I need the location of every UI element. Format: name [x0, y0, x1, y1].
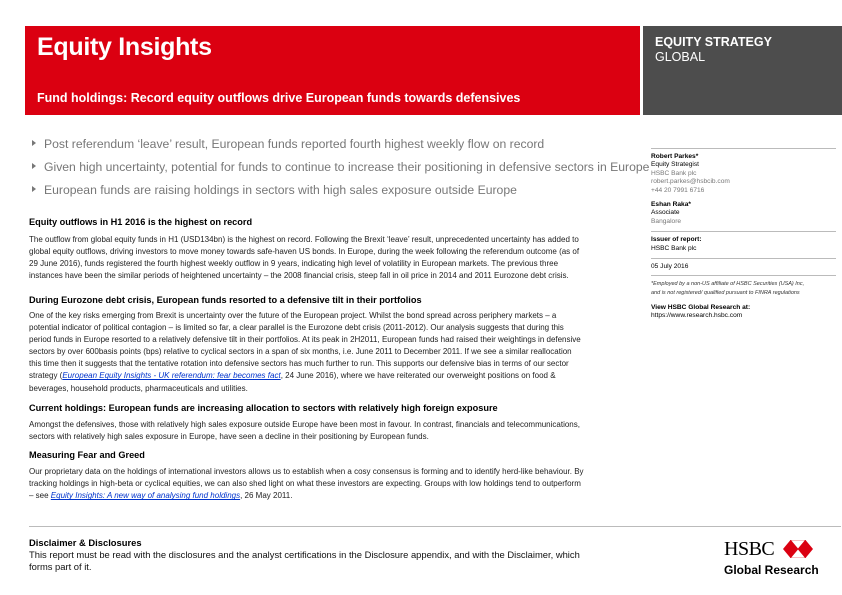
employment-note: *Employed by a non-US affiliate of HSBC Securities (USA) Inc,: [651, 281, 805, 288]
section-text: The outflow from global equity funds in H1 (USD134bn) is the highest on record. Following the Brexit ‘leave’ result, unprecedented uncertainty has added to global equity outflows, driving investors to move money towards safe-haven US bonds. In Europe, during the week following the referendum outcome (as of 29 June 2016), funds registered the fourth highest weekly outflow in 9 years, indicating high level of volatility in European markets. The previous three instances have been the similar periods of heightened uncertainty – the 2008 financial crisis, steep fall in oil price in 2014 and 2011 Eurozone debt crisis.: [29, 235, 580, 281]
section-fear-greed: [29, 449, 584, 502]
analyst-phone: +44 20 7991 6716: [651, 186, 705, 194]
bullet-arrow-icon: [32, 163, 36, 169]
section-heading: Current holdings: European funds are increasing allocation to sectors with relatively high foreign exposure: [29, 403, 498, 413]
disclaimer-heading: Disclaimer & Disclosures: [29, 537, 142, 548]
research-url-link[interactable]: https://www.research.hsbc.com: [651, 312, 743, 320]
hsbc-logo: [724, 538, 834, 578]
section-text: One of the key risks emerging from Brexit is uncertainty over the future of the European project. Whilst the bond spread across periphery markets – a potential indicator of political contagion – is limited so far, a clear parallel is the Eurozone debt crisis (2011-2012). Our analysis suggests that during this period funds in Europe resorted to a relatively defensive tilt in their portfolios. At its peak in 2H2011, European funds had raised their weightings in defensive sectors by over 600basis points (bps) relative to cyclical sectors in a span of six months, i.e. June 2011 to December 2011. If we see a similar reallocation this time then it suggests that the tentative rotation into defensive sectors has much further to run. This supports our defensive bias in terms of our sector strategy (European Equity Insights - UK referendum: fear becomes fact, 24 June 2016), where we have reiterated our overweight positions on food & beverages, household products, pharmaceuticals and utilities.: [29, 311, 581, 393]
section-eurozone: [29, 294, 581, 395]
disclaimer: [29, 537, 669, 573]
bullet-arrow-icon: [32, 140, 36, 146]
analyst-location: Bangalore: [651, 217, 682, 225]
analyst-name: Eshan Raka*: [651, 201, 691, 209]
issuer-label: Issuer of report:: [651, 236, 702, 244]
strategy-box: [643, 26, 842, 115]
bullet-arrow-icon: [32, 186, 36, 192]
strategy-label: EQUITY STRATEGY: [655, 35, 772, 49]
header-banner: [25, 26, 640, 115]
section-text: Our proprietary data on the holdings of international investors allows us to establish when a cosy consensus is forming and to identify herd-like behaviour. By tracking holdings in high-beta or cyclical equities, we can also shed light on what these investors are expecting. Groups with low holdings tend to outperform – see Equity Insights: A new way of analysing fund holdings, 26 May 2011.: [29, 467, 584, 501]
strategy-region: GLOBAL: [655, 50, 706, 64]
view-research-label: View HSBC Global Research at:: [651, 303, 751, 311]
issuer-name: HSBC Bank plc: [651, 244, 697, 252]
section-heading: Equity outflows in H1 2016 is the highest on record: [29, 217, 253, 227]
report-date: 05 July 2016: [651, 263, 689, 271]
employment-note: and is not registered/ qualified pursuant to FINRA regulations: [651, 289, 800, 296]
section-heading: During Eurozone debt crisis, European funds resorted to a defensive tilt in their portfolios: [29, 295, 422, 305]
disclaimer-text: This report must be read with the disclosures and the analyst certifications in the Disclosure appendix, and with the Disclaimer, which forms part of it.: [29, 549, 580, 572]
key-points: [32, 136, 650, 205]
key-point: Post referendum ‘leave’ result, European funds reported fourth highest weekly flow on record: [32, 136, 632, 159]
section-heading: Measuring Fear and Greed: [29, 450, 145, 460]
section-current-holdings: [29, 402, 580, 443]
report-subtitle: Fund holdings: Record equity outflows drive European funds towards defensives: [37, 91, 521, 105]
analyst-email[interactable]: robert.parkes@hsbcib.com: [651, 178, 730, 186]
report-link-uk-referendum[interactable]: European Equity Insights - UK referendum: fear becomes fact: [62, 371, 281, 381]
section-outflows: [29, 216, 579, 282]
report-title: Equity Insights: [37, 33, 212, 61]
hsbc-hexagon-icon: [783, 540, 813, 558]
analyst-title: Associate: [651, 209, 680, 217]
analyst-name: Robert Parkes*: [651, 153, 699, 160]
footer-divider: [29, 526, 841, 527]
hsbc-wordmark: HSBC: [724, 538, 775, 560]
key-point: European funds are raising holdings in sectors with high sales exposure outside Europe: [32, 182, 632, 205]
key-point: Given high uncertainty, potential for funds to continue to increase their positioning in defensive sectors in Europe: [32, 159, 632, 182]
global-research-label: Global Research: [724, 563, 819, 577]
analyst-title: Equity Strategist: [651, 161, 700, 169]
section-text: Amongst the defensives, those with relatively high sales exposure outside Europe have been most in favour. In contrast, financials and telecommunications, sectors with relatively high sales exposure in Europe, have seen a decline in their positioning by European funds.: [29, 420, 580, 442]
analyst-company: HSBC Bank plc: [651, 169, 697, 177]
analyst-sidebar: [651, 148, 836, 321]
report-link-fund-holdings[interactable]: Equity Insights: A new way of analysing fund holdings: [50, 491, 241, 501]
